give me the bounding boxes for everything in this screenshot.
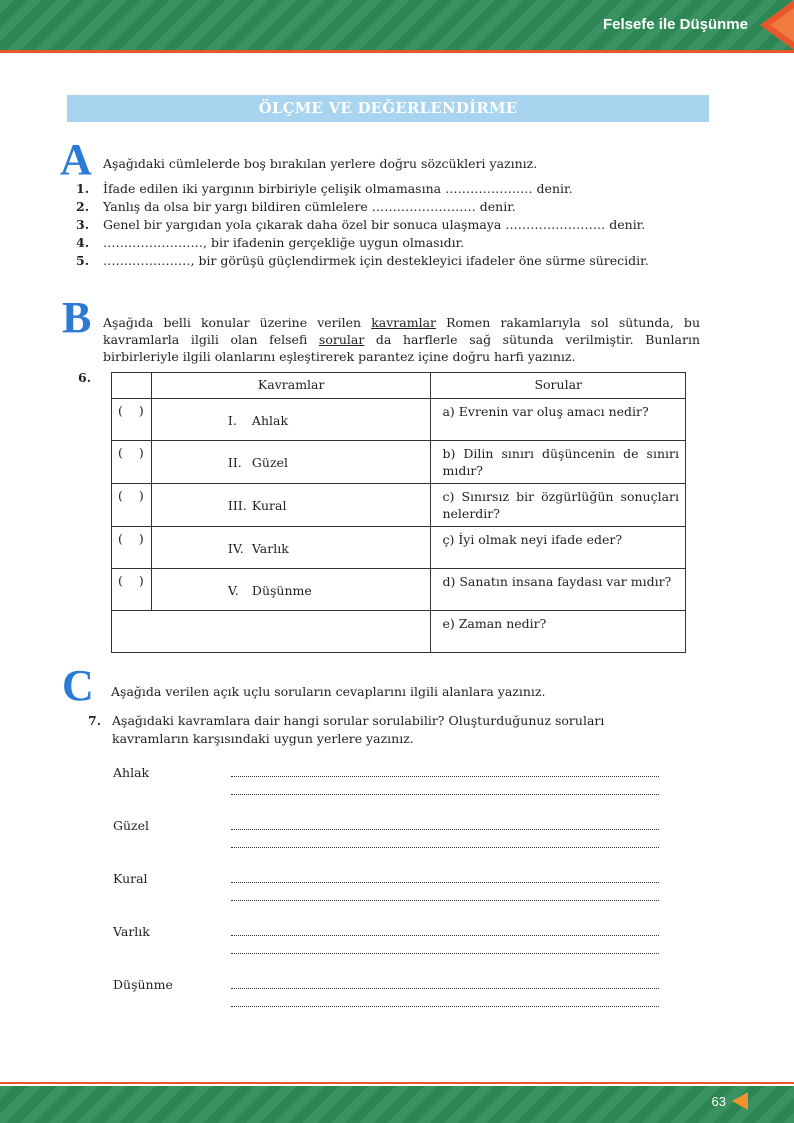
fill-blank-list (76, 180, 649, 270)
question-cell: ç) İyi olmak neyi ifade eder? (431, 527, 686, 569)
item-text: …………………, bir görüşü güçlendirmek için destekleyici ifadeler öne sürme sürecidir. (103, 253, 649, 268)
answer-label: Düşünme (113, 977, 173, 992)
list-item (76, 216, 649, 234)
table-row (112, 441, 686, 484)
empty-cell (112, 611, 431, 653)
table-row (112, 527, 686, 569)
footer-band (0, 1086, 794, 1123)
answer-line[interactable] (231, 953, 659, 954)
answer-line[interactable] (231, 776, 659, 777)
answer-paren[interactable]: ( ) (112, 527, 152, 569)
roman-numeral: V. (227, 583, 239, 598)
question-cell: d) Sanatın insana faydası var mıdır? (431, 569, 686, 611)
question-number: 7. (88, 713, 102, 728)
answer-paren[interactable]: ( ) (112, 399, 152, 441)
item-text: İfade edilen iki yargının birbiriyle çelişik olmamasına ………………… denir. (103, 181, 573, 196)
concept-label: Düşünme (251, 583, 312, 598)
answer-label: Kural (113, 871, 148, 886)
instruction-text: Romen rakamlarıyla sol sütunda, bu kavramlarla ilgili olan felsefi (103, 315, 700, 347)
item-number: 4. (76, 235, 90, 250)
question-cell: c) Sınırsız bir özgürlüğün sonuçları nelerdir? (431, 484, 686, 527)
item-number: 2. (76, 199, 90, 214)
table-row (112, 569, 686, 611)
section-title: ÖLÇME VE DEĞERLENDİRME (67, 95, 709, 122)
section-letter-a: A (60, 135, 92, 184)
concept-cell (151, 484, 431, 527)
item-text: Genel bir yargıdan yola çıkarak daha özel bir sonuca ulaşmaya …………………… denir. (103, 217, 646, 232)
answer-label: Ahlak (113, 765, 150, 780)
list-item (76, 198, 649, 216)
item-text: Yanlış da olsa bir yargı bildiren cümlelere ……………………. denir. (103, 199, 516, 214)
answer-line[interactable] (231, 794, 659, 795)
question-7 (88, 712, 658, 748)
list-item (76, 180, 649, 198)
item-number: 1. (76, 181, 90, 196)
header-triangle-icon (756, 0, 794, 50)
matching-table (111, 372, 686, 653)
answer-line[interactable] (231, 829, 659, 830)
table-row (112, 399, 686, 441)
concept-label: Varlık (251, 541, 289, 556)
answer-label: Güzel (113, 818, 150, 833)
answer-line[interactable] (231, 1006, 659, 1007)
answer-paren[interactable]: ( ) (112, 441, 152, 484)
concept-cell (151, 527, 431, 569)
question-cell: a) Evrenin var oluş amacı nedir? (431, 399, 686, 441)
question-number: 6. (78, 370, 92, 385)
section-letter-c: C (62, 661, 94, 710)
concept-label: Kural (251, 498, 287, 513)
roman-numeral: I. (227, 413, 237, 428)
list-item (76, 252, 649, 270)
instruction-text: da harflerle sağ sütunda verilmiştir. Bunların birbirleriyle ilgili olanlarını eşleştirerek parantez içine doğru harfi yazınız. (103, 332, 701, 364)
answer-label: Varlık (113, 924, 150, 939)
answer-line[interactable] (231, 847, 659, 848)
question-text: Aşağıdaki kavramlara dair hangi sorular sorulabilir? Oluşturduğunuz soruları kavramların karşısındaki uygun yerlere yazınız. (112, 713, 605, 746)
underlined-term: sorular (318, 332, 365, 347)
underlined-term: kavramlar (371, 315, 436, 330)
page-triangle-icon (732, 1092, 748, 1110)
book-title: Felsefe ile Düşünme (602, 16, 748, 33)
concept-label: Ahlak (251, 413, 289, 428)
section-a-instruction: Aşağıdaki cümlelerde boş bırakılan yerlere doğru sözcükleri yazınız. (103, 156, 538, 171)
question-cell: e) Zaman nedir? (431, 611, 686, 653)
concept-cell (151, 399, 431, 441)
roman-numeral: II. (227, 455, 242, 470)
concept-cell (151, 569, 431, 611)
roman-numeral: IV. (227, 541, 244, 556)
answer-line[interactable] (231, 900, 659, 901)
answer-paren[interactable]: ( ) (112, 569, 152, 611)
answer-line[interactable] (231, 988, 659, 989)
table-header-empty (112, 373, 152, 399)
question-cell: b) Dilin sınırı düşüncenin de sınırı mıdır? (431, 441, 686, 484)
section-b-instruction (103, 314, 700, 365)
section-c-instruction: Aşağıda verilen açık uçlu soruların cevaplarını ilgili alanlara yazınız. (111, 684, 546, 699)
table-header-row (112, 373, 686, 399)
answer-line[interactable] (231, 882, 659, 883)
page-number: 63 (711, 1094, 726, 1109)
instruction-text: Aşağıda belli konular üzerine verilen (103, 315, 372, 330)
table-row (112, 611, 686, 653)
list-item (76, 234, 649, 252)
item-text: ……………………, bir ifadenin gerçekliğe uygun olmasıdır. (103, 235, 465, 250)
concept-label: Güzel (251, 455, 288, 470)
item-number: 3. (76, 217, 90, 232)
table-row (112, 484, 686, 527)
item-number: 5. (76, 253, 90, 268)
answer-paren[interactable]: ( ) (112, 484, 152, 527)
answer-line[interactable] (231, 935, 659, 936)
concept-cell (151, 441, 431, 484)
section-letter-b: B (62, 293, 92, 342)
roman-numeral: III. (227, 498, 247, 513)
column-header-concepts: Kavramlar (151, 373, 431, 399)
column-header-questions: Sorular (431, 373, 686, 399)
